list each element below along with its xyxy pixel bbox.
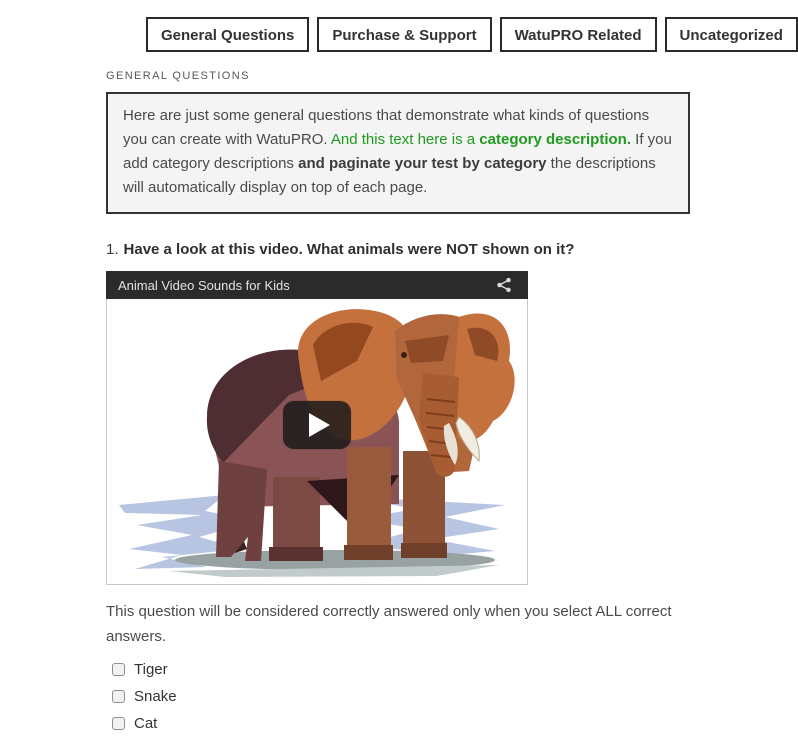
description-green-bold-text: category description. xyxy=(479,131,632,148)
description-text-2: If you add category descriptions xyxy=(123,131,672,172)
tab-watupro-related[interactable]: WatuPRO Related xyxy=(500,17,657,52)
answer-options xyxy=(106,661,690,731)
tab-general-questions[interactable]: General Questions xyxy=(146,17,309,52)
description-bold-text: and paginate your test by category xyxy=(298,155,547,172)
play-button[interactable] xyxy=(283,401,351,449)
question-number: 1. xyxy=(106,241,119,258)
video-viewport[interactable] xyxy=(106,299,528,585)
description-text-3: the descriptions will automatically display on top of each page. xyxy=(123,155,656,196)
share-icon[interactable] xyxy=(492,273,516,297)
answer-label-tiger[interactable]: Tiger xyxy=(134,660,168,678)
tab-uncategorized[interactable]: Uncategorized xyxy=(665,17,798,52)
question-note: This question will be considered correctly answered only when you select ALL correct answers. xyxy=(106,603,672,645)
answer-row xyxy=(112,715,690,731)
answer-checkbox-tiger[interactable] xyxy=(112,663,125,676)
answer-row xyxy=(112,661,690,677)
answer-checkbox-cat[interactable] xyxy=(112,717,125,730)
category-heading: GENERAL QUESTIONS xyxy=(106,70,250,82)
answer-checkbox-snake[interactable] xyxy=(112,690,125,703)
question-text: Have a look at this video. What animals were NOT shown on it? xyxy=(123,241,575,258)
video-title-link[interactable]: Animal Video Sounds for Kids xyxy=(118,277,290,293)
answer-label-cat[interactable]: Cat xyxy=(134,714,158,732)
quiz-content xyxy=(106,70,690,742)
category-tabs xyxy=(146,17,798,52)
question-title xyxy=(106,241,690,258)
tab-purchase-support[interactable]: Purchase & Support xyxy=(317,17,491,52)
play-icon xyxy=(309,413,330,437)
video-player xyxy=(106,271,528,585)
category-description-box xyxy=(106,92,690,214)
answer-label-snake[interactable]: Snake xyxy=(134,687,177,705)
description-text: Here are just some general questions that demonstrate what kinds of questions you can create with WatuPRO. xyxy=(123,107,650,148)
video-title-bar xyxy=(106,271,528,299)
answer-row xyxy=(112,688,690,704)
description-green-text: And this text here is a xyxy=(330,131,480,148)
